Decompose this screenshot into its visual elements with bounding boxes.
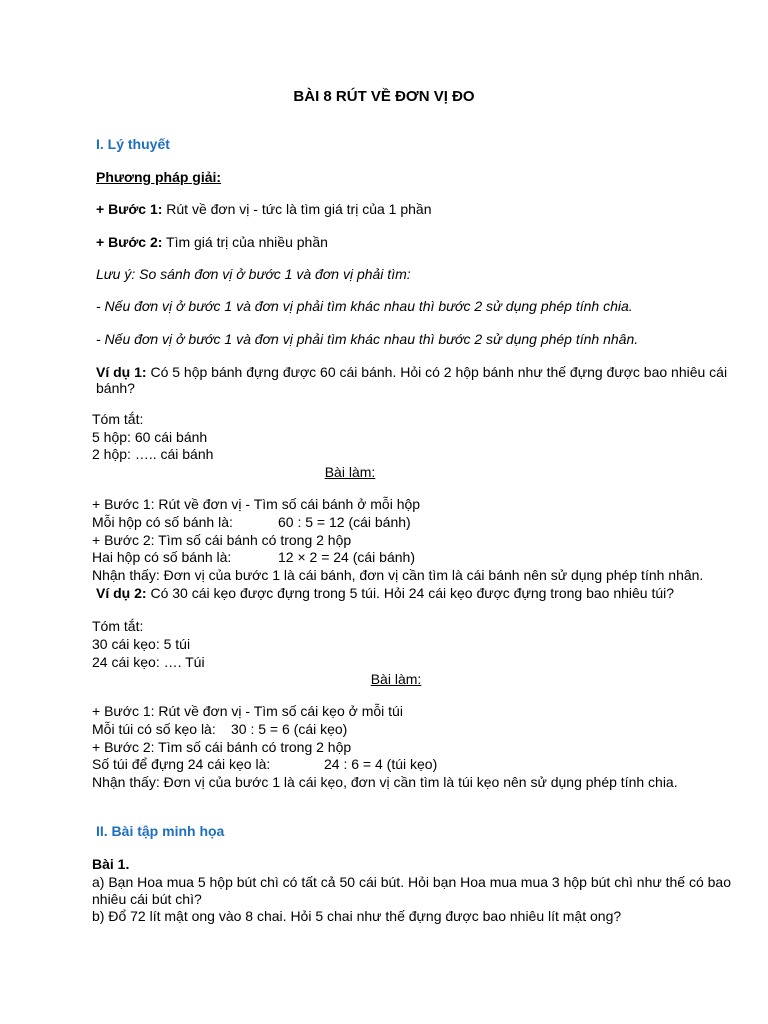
example-2-work-calc: 24 : 6 = 4 (túi kẹo) [324,756,438,772]
example-2-question [96,585,674,602]
example-1-work-calc: 12 × 2 = 24 (cái bánh) [278,549,415,565]
example-2-summary-heading: Tóm tắt: [92,618,144,634]
example-2-label: Ví dụ 2: [96,585,147,601]
example-2-work-text: Mỗi túi có số kẹo là: [92,721,216,737]
example-2-work-calc: 30 : 5 = 6 (cái kẹo) [231,721,348,737]
example-2-work-line: + Bước 1: Rút về đơn vị - Tìm số cái kẹo ở mỗi túi [92,703,403,719]
example-2-text: Có 30 cái kẹo được đựng trong 5 túi. Hỏi 24 cái kẹo được đựng trong bao nhiêu túi? [146,585,675,601]
example-1-summary-line: 5 hộp: 60 cái bánh [92,429,208,445]
example-2-observation: Nhận thấy: Đơn vị của bước 1 là cái kẹo, đơn vị cần tìm là túi kẹo nên sử dụng phép tính chia. [92,774,678,790]
example-1-observation: Nhận thấy: Đơn vị của bước 1 là cái bánh, đơn vị cần tìm là cái bánh nên sử dụng phép tính nhân. [92,567,704,583]
step-1-text: Rút về đơn vị - tức là tìm giá trị của 1 phần [162,201,432,217]
exercise-1a-line: a) Bạn Hoa mua 5 hộp bút chì có tất cả 50 cái bút. Hỏi bạn Hoa mua mua 3 hộp bút chì như thế có bao [92,874,731,890]
step-1-line [96,201,432,218]
example-1-summary-line: 2 hộp: ….. cái bánh [92,446,214,462]
exercise-1b-line: b) Đổ 72 lít mật ong vào 8 chai. Hỏi 5 chai như thế đựng được bao nhiêu lít mật ong? [92,908,622,924]
example-2-summary-line: 24 cái kẹo: …. Túi [92,654,205,670]
example-1-work-line [92,549,415,566]
example-2-summary-line: 30 cái kẹo: 5 túi [92,636,191,652]
example-2-work-line [92,756,437,773]
example-1-text: Có 5 hộp bánh đựng được 60 cái bánh. Hỏi có 2 hộp bánh như thế đựng được bao nhiêu cái [146,364,728,380]
example-1-work-line: + Bước 1: Rút về đơn vị - Tìm số cái bánh ở mỗi hộp [92,496,421,512]
example-1-work-calc: 60 : 5 = 12 (cái bánh) [278,514,411,530]
example-1-question [96,364,727,381]
step-2-label: + Bước 2: [96,234,163,250]
step-2-line [96,234,328,251]
exercise-1-label: Bài 1. [92,856,130,872]
example-1-summary-heading: Tóm tắt: [92,411,144,427]
example-2-work-text: Số túi để đựng 24 cái kẹo là: [92,756,271,772]
example-2-work-line: + Bước 2: Tìm số cái bánh có trong 2 hộp [92,739,352,755]
example-1-work-text: Hai hộp có số bánh là: [92,549,232,565]
example-1-work-heading: Bài làm: [324,464,376,480]
method-heading: Phương pháp giải: [96,169,222,185]
example-2-work-line [92,721,347,738]
note-line: Lưu ý: So sánh đơn vị ở bước 1 và đơn vị phải tìm: [96,266,411,282]
example-1-question-cont: bánh? [96,380,135,396]
exercise-1a-line-cont: nhiêu cái bút chì? [92,891,202,907]
example-1-work-line [92,514,411,531]
note-division: - Nếu đơn vị ở bước 1 và đơn vị phải tìm khác nhau thì bước 2 sử dụng phép tính chia. [96,298,633,314]
example-1-label: Ví dụ 1: [96,364,147,380]
section-heading-theory: I. Lý thuyết [96,136,170,152]
page-title: BÀI 8 RÚT VỀ ĐƠN VỊ ĐO [293,88,475,105]
note-multiplication: - Nếu đơn vị ở bước 1 và đơn vị phải tìm khác nhau thì bước 2 sử dụng phép tính nhân. [96,331,639,347]
example-1-work-text: Mỗi hộp có số bánh là: [92,514,233,530]
step-2-text: Tìm giá trị của nhiều phần [162,234,328,250]
section-heading-exercises: II. Bài tập minh họa [96,823,225,839]
example-2-work-heading: Bài làm: [370,671,422,687]
example-1-work-line: + Bước 2: Tìm số cái bánh có trong 2 hộp [92,532,352,548]
step-1-label: + Bước 1: [96,201,163,217]
